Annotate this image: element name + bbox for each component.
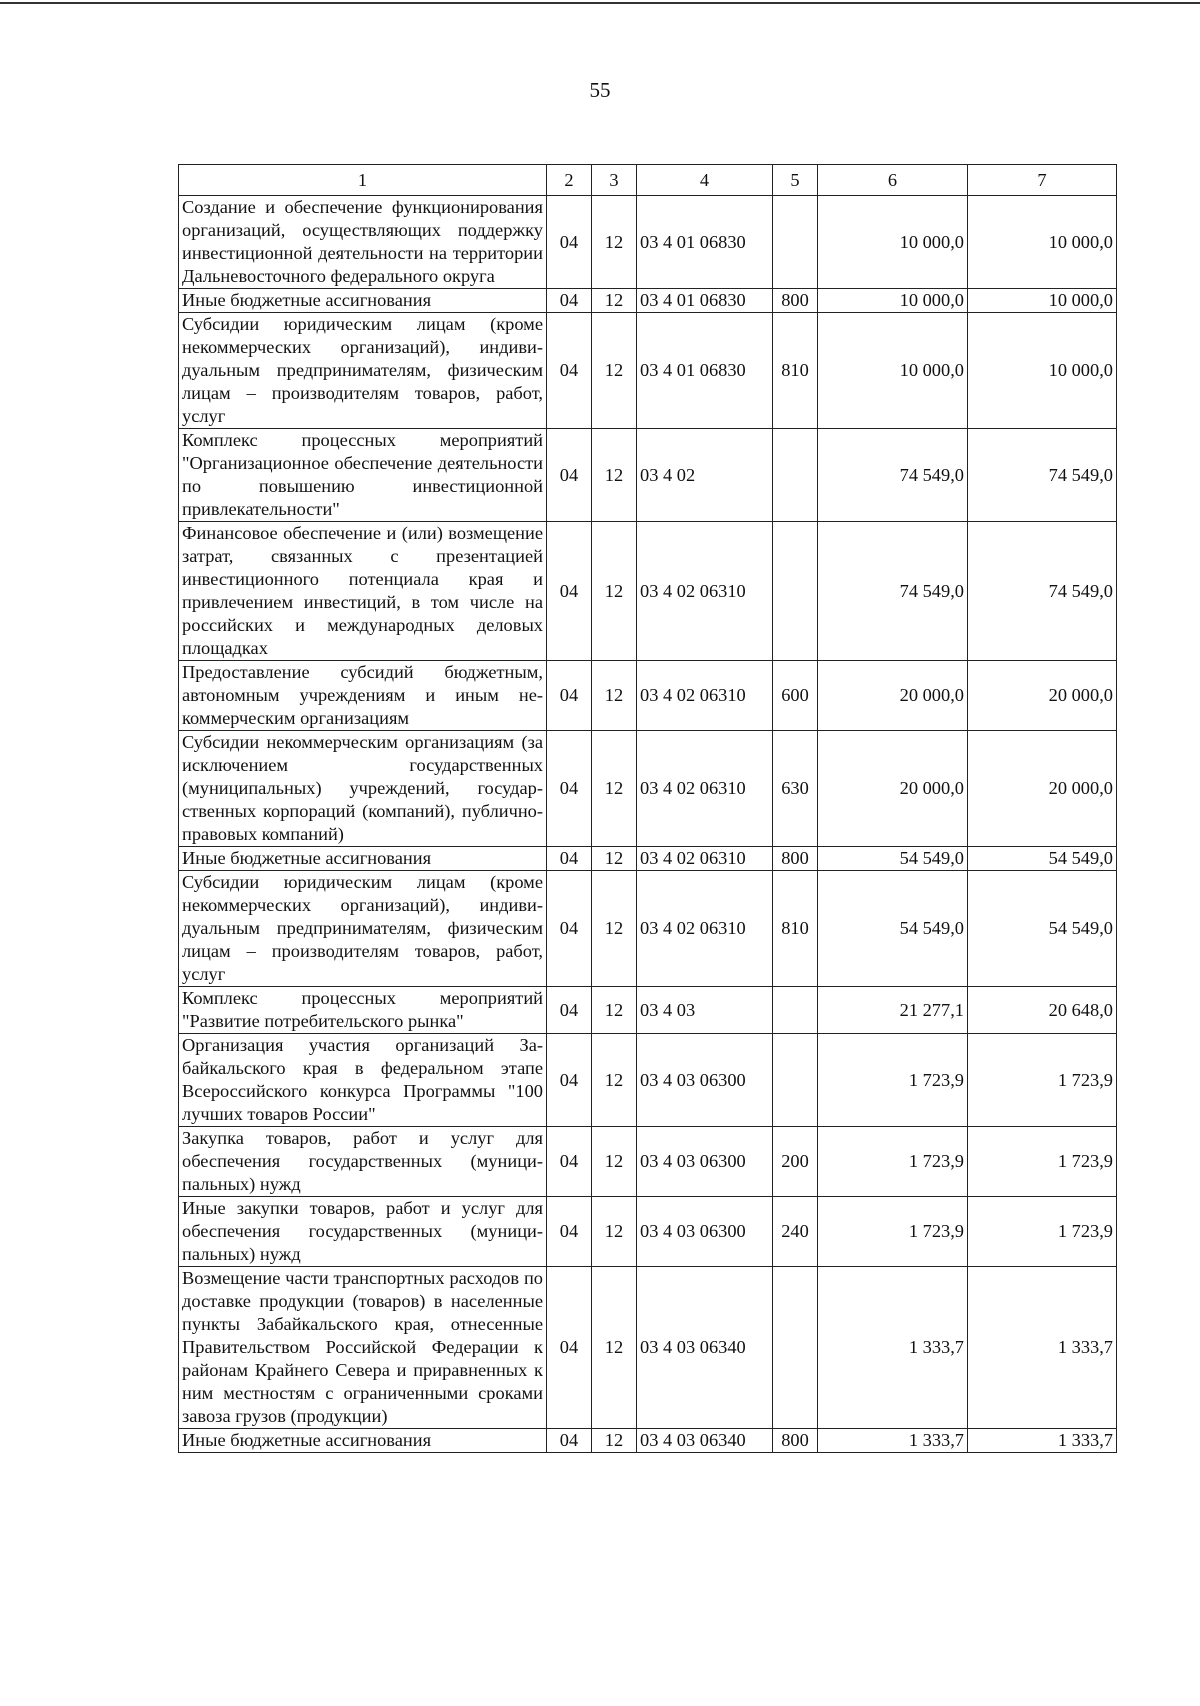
- cell-amount-2: 1 723,9: [968, 1034, 1117, 1127]
- cell-target-code: 03 4 03 06340: [637, 1267, 773, 1429]
- row-name: Возмещение части транспортных расходов по доставке продукции (товаров) в населенные пункты Забайкальского края, отнесенные Правительством Российской Федерации к районам Крайнего Севера и приравненных к ним местностям с ограниченными сроками завоза грузов (продукции): [179, 1267, 547, 1429]
- cell-target-code: 03 4 03 06300: [637, 1197, 773, 1267]
- table-row: [179, 522, 1117, 661]
- cell-subsection: 12: [592, 313, 637, 429]
- cell-expense-type: 600: [773, 661, 818, 731]
- cell-section: 04: [547, 731, 592, 847]
- top-rule: [0, 2, 1200, 4]
- cell-target-code: 03 4 02 06310: [637, 871, 773, 987]
- cell-expense-type: 800: [773, 289, 818, 313]
- cell-subsection: 12: [592, 987, 637, 1034]
- cell-amount-2: 10 000,0: [968, 289, 1117, 313]
- cell-section: 04: [547, 1034, 592, 1127]
- cell-amount-2: 20 648,0: [968, 987, 1117, 1034]
- cell-section: 04: [547, 522, 592, 661]
- cell-amount-1: 20 000,0: [818, 661, 968, 731]
- row-name: Комплекс процессных мероприятий "Организационное обеспечение деятельности по повышению инвестиционной привлекательности": [179, 429, 547, 522]
- cell-expense-type: 630: [773, 731, 818, 847]
- table-row: [179, 1127, 1117, 1197]
- cell-subsection: 12: [592, 731, 637, 847]
- cell-expense-type: 800: [773, 1429, 818, 1453]
- cell-amount-1: 1 333,7: [818, 1267, 968, 1429]
- row-name: Закупка товаров, работ и услуг для обеспечения государственных (муниципальных) нужд: [179, 1127, 547, 1197]
- cell-expense-type: 810: [773, 313, 818, 429]
- cell-amount-1: 10 000,0: [818, 289, 968, 313]
- cell-section: 04: [547, 289, 592, 313]
- cell-section: 04: [547, 196, 592, 289]
- cell-section: 04: [547, 871, 592, 987]
- cell-target-code: 03 4 01 06830: [637, 313, 773, 429]
- row-name: Комплекс процессных мероприятий "Развитие потребительского рынка": [179, 987, 547, 1034]
- header-row: [179, 165, 1117, 196]
- cell-section: 04: [547, 1267, 592, 1429]
- cell-amount-2: 1 723,9: [968, 1127, 1117, 1197]
- table-row: [179, 731, 1117, 847]
- cell-subsection: 12: [592, 1429, 637, 1453]
- cell-section: 04: [547, 313, 592, 429]
- row-name: Субсидии юридическим лицам (кроме некоммерческих организаций), индивидуальным предпринимателям, физическим лицам – производителям товаров, работ, услуг: [179, 313, 547, 429]
- cell-subsection: 12: [592, 661, 637, 731]
- header-cell: 3: [592, 165, 637, 196]
- cell-amount-1: 54 549,0: [818, 847, 968, 871]
- cell-subsection: 12: [592, 1267, 637, 1429]
- row-name: Создание и обеспечение функционирования организаций, осуществляющих поддержку инвестиционной деятельности на территории Дальневосточного федерального округа: [179, 196, 547, 289]
- row-name: Субсидии юридическим лицам (кроме некоммерческих организаций), индивидуальным предпринимателям, физическим лицам – производителям товаров, работ, услуг: [179, 871, 547, 987]
- cell-subsection: 12: [592, 429, 637, 522]
- cell-amount-2: 10 000,0: [968, 196, 1117, 289]
- cell-target-code: 03 4 03: [637, 987, 773, 1034]
- cell-amount-2: 54 549,0: [968, 847, 1117, 871]
- row-name: Иные закупки товаров, работ и услуг для обеспечения государственных (муниципальных) нужд: [179, 1197, 547, 1267]
- cell-target-code: 03 4 02 06310: [637, 731, 773, 847]
- table-row: [179, 1429, 1117, 1453]
- header-cell: 1: [179, 165, 547, 196]
- row-name: Организация участия организаций Забайкальского края в федеральном этапе Всероссийского конкурса Программы "100 лучших товаров России": [179, 1034, 547, 1127]
- table-row: [179, 847, 1117, 871]
- page-number: 55: [589, 78, 611, 102]
- row-name: Субсидии некоммерческим организациям (за исключением государственных (муниципальных) учреждений, государственных корпораций (компаний), публично-правовых компаний): [179, 731, 547, 847]
- cell-target-code: 03 4 02: [637, 429, 773, 522]
- cell-expense-type: [773, 522, 818, 661]
- cell-subsection: 12: [592, 1197, 637, 1267]
- cell-subsection: 12: [592, 1127, 637, 1197]
- cell-amount-1: 1 333,7: [818, 1429, 968, 1453]
- cell-amount-1: 20 000,0: [818, 731, 968, 847]
- table-row: [179, 1034, 1117, 1127]
- cell-subsection: 12: [592, 196, 637, 289]
- cell-subsection: 12: [592, 522, 637, 661]
- table-row: [179, 196, 1117, 289]
- header-cell: 7: [968, 165, 1117, 196]
- header-cell: 4: [637, 165, 773, 196]
- cell-section: 04: [547, 847, 592, 871]
- header-cell: 5: [773, 165, 818, 196]
- cell-amount-2: 20 000,0: [968, 731, 1117, 847]
- cell-target-code: 03 4 03 06340: [637, 1429, 773, 1453]
- cell-amount-2: 20 000,0: [968, 661, 1117, 731]
- table-row: [179, 987, 1117, 1034]
- cell-amount-2: 10 000,0: [968, 313, 1117, 429]
- table-row: [179, 1197, 1117, 1267]
- cell-amount-1: 1 723,9: [818, 1127, 968, 1197]
- cell-subsection: 12: [592, 847, 637, 871]
- cell-target-code: 03 4 01 06830: [637, 196, 773, 289]
- cell-section: 04: [547, 1127, 592, 1197]
- cell-subsection: 12: [592, 1034, 637, 1127]
- table-row: [179, 289, 1117, 313]
- cell-target-code: 03 4 03 06300: [637, 1034, 773, 1127]
- cell-target-code: 03 4 01 06830: [637, 289, 773, 313]
- cell-amount-1: 54 549,0: [818, 871, 968, 987]
- row-name: Финансовое обеспечение и (или) возмещение затрат, связанных с презентацией инвестиционного потенциала края и привлечением инвестиций, в том числе на российских и международных деловых площадках: [179, 522, 547, 661]
- cell-amount-1: 74 549,0: [818, 522, 968, 661]
- cell-amount-1: 1 723,9: [818, 1197, 968, 1267]
- row-name: Иные бюджетные ассигнования: [179, 847, 547, 871]
- cell-section: 04: [547, 987, 592, 1034]
- table-row: [179, 313, 1117, 429]
- cell-target-code: 03 4 02 06310: [637, 847, 773, 871]
- cell-amount-1: 10 000,0: [818, 313, 968, 429]
- row-name: Иные бюджетные ассигнования: [179, 289, 547, 313]
- cell-amount-1: 10 000,0: [818, 196, 968, 289]
- cell-expense-type: 200: [773, 1127, 818, 1197]
- cell-target-code: 03 4 02 06310: [637, 522, 773, 661]
- cell-amount-2: 1 333,7: [968, 1267, 1117, 1429]
- cell-expense-type: 240: [773, 1197, 818, 1267]
- cell-expense-type: 810: [773, 871, 818, 987]
- header-cell: 2: [547, 165, 592, 196]
- cell-amount-1: 1 723,9: [818, 1034, 968, 1127]
- cell-subsection: 12: [592, 289, 637, 313]
- cell-subsection: 12: [592, 871, 637, 987]
- cell-amount-2: 1 723,9: [968, 1197, 1117, 1267]
- cell-section: 04: [547, 429, 592, 522]
- cell-amount-2: 54 549,0: [968, 871, 1117, 987]
- cell-target-code: 03 4 02 06310: [637, 661, 773, 731]
- cell-expense-type: [773, 429, 818, 522]
- cell-amount-2: 74 549,0: [968, 522, 1117, 661]
- row-name: Иные бюджетные ассигнования: [179, 1429, 547, 1453]
- budget-table: [178, 164, 1117, 1453]
- table-row: [179, 1267, 1117, 1429]
- table-row: [179, 871, 1117, 987]
- table-row: [179, 661, 1117, 731]
- cell-amount-1: 74 549,0: [818, 429, 968, 522]
- row-name: Предоставление субсидий бюджетным, автономным учреждениям и иным некоммерческим организациям: [179, 661, 547, 731]
- cell-expense-type: [773, 196, 818, 289]
- cell-section: 04: [547, 661, 592, 731]
- cell-amount-2: 74 549,0: [968, 429, 1117, 522]
- cell-amount-2: 1 333,7: [968, 1429, 1117, 1453]
- cell-expense-type: [773, 1267, 818, 1429]
- cell-expense-type: [773, 1034, 818, 1127]
- table-row: [179, 429, 1117, 522]
- cell-section: 04: [547, 1429, 592, 1453]
- cell-expense-type: [773, 987, 818, 1034]
- cell-target-code: 03 4 03 06300: [637, 1127, 773, 1197]
- cell-amount-1: 21 277,1: [818, 987, 968, 1034]
- cell-expense-type: 800: [773, 847, 818, 871]
- cell-section: 04: [547, 1197, 592, 1267]
- header-cell: 6: [818, 165, 968, 196]
